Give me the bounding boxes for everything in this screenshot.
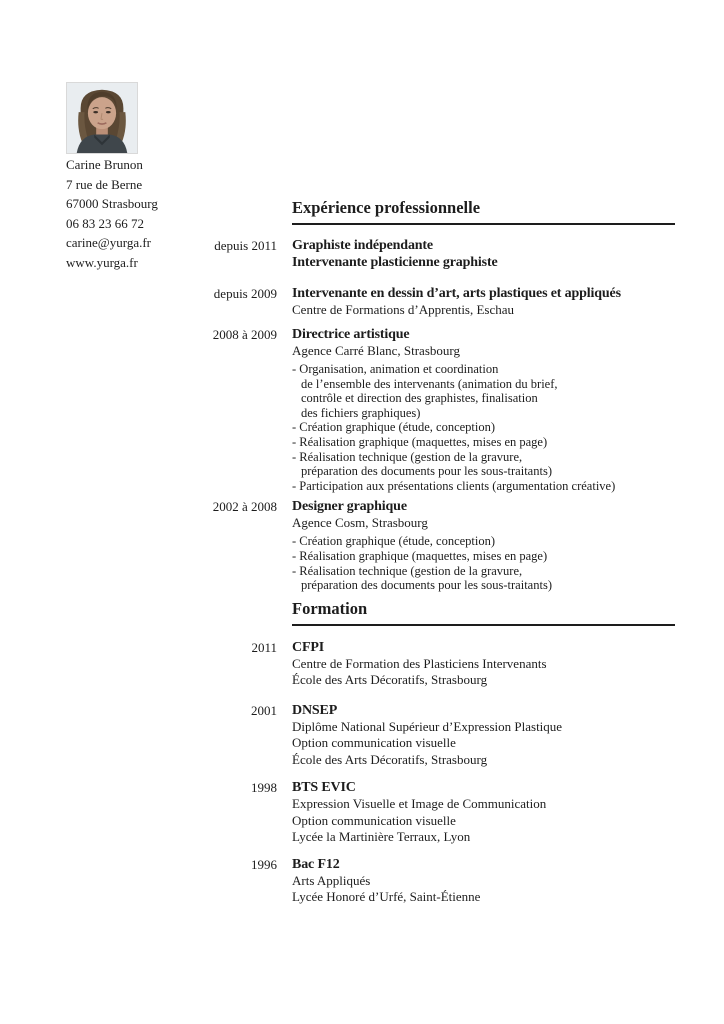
entry-title: Bac F12 <box>292 856 340 872</box>
entry-title: Designer graphique <box>292 499 407 515</box>
formation-line: Arts Appliqués <box>292 872 371 888</box>
entry-date: 2001 <box>251 702 277 718</box>
bullet-line: - Réalisation technique (gestion de la gravure, <box>292 449 523 464</box>
formation-entry <box>205 639 675 689</box>
bullet-line: - Création graphique (étude, conception) <box>292 534 496 549</box>
entry-title: Directrice artistique <box>292 327 410 342</box>
entry-subtitle: Agence Carré Blanc, Strasbourg <box>292 343 460 358</box>
formation-line: Lycée la Martinière Terraux, Lyon <box>292 829 471 845</box>
entry-title: Intervenante plasticienne graphiste <box>292 255 498 270</box>
entry-date: depuis 2011 <box>214 238 277 253</box>
entry-subtitle: Centre de Formations d’Apprentis, Eschau <box>292 302 515 317</box>
entry-date: depuis 2009 <box>213 286 277 301</box>
contact-email: carine@yurga.fr <box>66 235 151 250</box>
bullet-line: - Réalisation graphique (maquettes, mises en page) <box>292 434 548 449</box>
entry-title: DNSEP <box>292 702 338 718</box>
bullet-line: préparation des documents pour les sous-traitants) <box>301 464 552 479</box>
entry-title: Intervenante en dessin d’art, arts plastiques et appliqués <box>292 286 621 301</box>
contact-name: Carine Brunon <box>66 157 143 172</box>
profile-photo <box>66 82 138 154</box>
experience-entry <box>205 285 675 318</box>
formation-entry <box>205 779 675 846</box>
experience-entry <box>205 237 675 271</box>
contact-website: www.yurga.fr <box>66 254 138 270</box>
entry-title: Graphiste indépendante <box>292 238 433 253</box>
bullet-line: contrôle et direction des graphistes, finalisation <box>301 391 538 406</box>
bullet-line: - Réalisation graphique (maquettes, mises en page) <box>292 548 548 563</box>
bullet-line: - Organisation, animation et coordination <box>292 362 499 376</box>
bullet-line: - Participation aux présentations clients (argumentation créative) <box>292 478 616 493</box>
section-heading-experience: Expérience professionnelle <box>292 198 675 225</box>
entry-bullets <box>292 362 675 493</box>
entry-date: 1998 <box>251 780 277 796</box>
formation-line: Expression Visuelle et Image de Communication <box>292 796 547 812</box>
experience-entry <box>205 498 675 592</box>
contact-block <box>66 155 158 272</box>
section-heading-formation: Formation <box>292 599 675 626</box>
bullet-line: de l’ensemble des intervenants (animation du brief, <box>301 376 558 391</box>
entry-date: 2011 <box>251 639 277 655</box>
portrait-illustration <box>67 83 137 153</box>
contact-phone: 06 83 23 66 72 <box>66 215 144 231</box>
entry-title: CFPI <box>292 639 325 655</box>
formation-line: École des Arts Décoratifs, Strasbourg <box>292 751 488 767</box>
formation-entry <box>205 856 675 906</box>
bullet-line: - Création graphique (étude, conception) <box>292 420 496 435</box>
experience-entry <box>205 326 675 493</box>
entry-date: 2008 à 2009 <box>212 327 277 342</box>
formation-line: École des Arts Décoratifs, Strasbourg <box>292 672 488 688</box>
formation-line: Option communication visuelle <box>292 735 456 751</box>
main-column <box>205 198 675 906</box>
formation-line: Diplôme National Supérieur d’Expression Plastique <box>292 718 563 734</box>
formation-entry <box>205 702 675 769</box>
entry-subtitle: Agence Cosm, Strasbourg <box>292 515 428 531</box>
bullet-line: - Réalisation technique (gestion de la gravure, <box>292 563 523 578</box>
contact-address-line1: 7 rue de Berne <box>66 176 143 192</box>
formation-line: Lycée Honoré d’Urfé, Saint-Étienne <box>292 889 481 905</box>
formation-line: Centre de Formation des Plasticiens Intervenants <box>292 655 547 671</box>
formation-line: Option communication visuelle <box>292 812 456 828</box>
entry-date: 1996 <box>251 856 277 872</box>
entry-title: BTS EVIC <box>292 780 356 796</box>
bullet-line: des fichiers graphiques) <box>301 405 421 420</box>
contact-address-line2: 67000 Strasbourg <box>66 196 158 211</box>
entry-bullets <box>292 534 675 592</box>
bullet-line: préparation des documents pour les sous-traitants) <box>301 578 552 593</box>
entry-date: 2002 à 2008 <box>212 499 277 515</box>
